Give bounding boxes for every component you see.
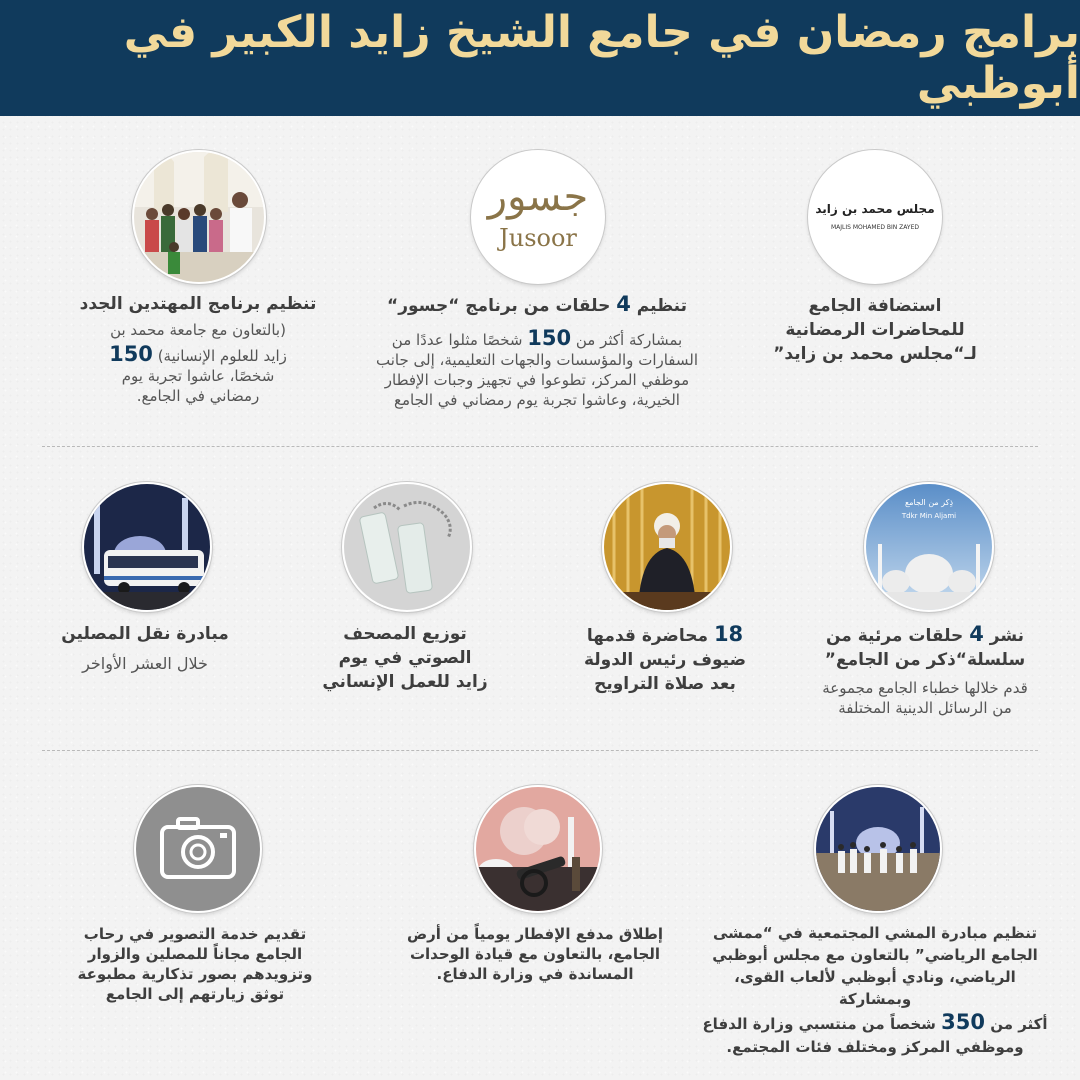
converts-body-line3: شخصًا، عاشوا تجربة يوم [121, 367, 275, 385]
cannon-caption [405, 924, 665, 984]
majlis-logo-circle [808, 150, 942, 284]
transport-caption [45, 622, 245, 674]
majlis-title-line2: للمحاضرات الرمضانية [785, 320, 965, 340]
photo-body-line1: تقديم خدمة التصوير في رحاب [83, 925, 307, 943]
jusoor-logo-text-ar: جسور [487, 174, 589, 220]
transport-photo [84, 484, 210, 610]
transport-photo-circle [82, 482, 212, 612]
jusoor-body-line4: الخيرية، وعاشوا تجربة يوم رمضاني في الجامع [394, 391, 680, 409]
jusoor-title-pre: تنظيم [630, 296, 687, 316]
walk-body-line2: الجامع الرياضي” بالتعاون مع مجلس أبوظبي [712, 946, 1038, 964]
page-title: برامج رمضان في جامع الشيخ زايد الكبير في أبوظبي [123, 7, 1080, 109]
divider-1 [42, 446, 1038, 447]
photo-service-circle [134, 785, 262, 913]
lectures-photo-circle [602, 482, 732, 612]
jusoor-body-post: شخصًا مثلوا عددًا من [391, 331, 528, 349]
lectures-title-num: 18 [713, 622, 744, 646]
walk-body-pre: أكثر من [984, 1015, 1048, 1033]
mushaf-photo-circle [342, 482, 472, 612]
lectures-title-line2: ضيوف رئيس الدولة [583, 650, 747, 670]
majlis-title-line3: لـ“مجلس محمد بن زايد” [773, 344, 977, 364]
converts-photo [134, 152, 264, 282]
converts-body-text: زايد للعلوم الإنسانية) [152, 347, 287, 365]
lectures-title-line1 [555, 622, 775, 648]
dhikr-body-line2: من الرسائل الدينية المختلفة [838, 699, 1012, 717]
converts-caption [70, 292, 326, 406]
converts-body-line2 [70, 344, 326, 366]
jusoor-body-line1 [352, 328, 722, 350]
walk-body-line1: تنظيم مبادرة المشي المجتمعية في “ممشى [712, 924, 1037, 942]
cannon-photo-circle [474, 785, 602, 913]
jusoor-body-num: 150 [527, 326, 572, 350]
walk-photo-circle [814, 785, 942, 913]
mushaf-title-line1: توزيع المصحف [343, 624, 467, 644]
transport-body: خلال العشر الأواخر [82, 654, 208, 673]
dhikr-body-line1: قدم خلالها خطباء الجامع مجموعة [822, 679, 1028, 697]
camera-icon [136, 787, 260, 911]
mushaf-caption [300, 622, 510, 694]
dhikr-photo-circle [864, 482, 994, 612]
walk-body-line4 [700, 1010, 1050, 1036]
dhikr-title-line1 [800, 622, 1050, 648]
cannon-body-line2: الجامع، بالتعاون مع قيادة الوحدات [409, 945, 661, 963]
converts-body-num: 150 [109, 342, 153, 366]
converts-title: تنظيم برنامج المهتدين الجدد [79, 294, 317, 314]
dhikr-caption [800, 622, 1050, 718]
dhikr-title-pre: نشر [983, 626, 1025, 646]
jusoor-title-post: حلقات من برنامج “جسور“ [387, 296, 617, 316]
dhikr-title-post: حلقات مرئية من [825, 626, 970, 646]
majlis-caption [760, 294, 990, 366]
converts-photo-circle [132, 150, 266, 284]
jusoor-body-line3: موظفي المركز، تطوعوا في تجهيز وجبات الإفطار [384, 371, 690, 389]
divider-2 [42, 750, 1038, 751]
converts-body-line4: رمضاني في الجامع. [136, 387, 260, 405]
dhikr-overlay-ar: ذِكر من الجامع [904, 498, 954, 507]
dhikr-title-line2: سلسلة“ذكر من الجامع” [824, 650, 1026, 670]
walk-caption [700, 922, 1050, 1058]
lectures-caption [555, 622, 775, 696]
header-banner [0, 0, 1080, 116]
jusoor-logo-text-en: Jusoor [499, 224, 577, 252]
photo-body-line2: الجامع مجاناً للمصلين والزوار [87, 945, 303, 963]
lectures-title-line3: بعد صلاة التراويح [594, 674, 736, 694]
majlis-title-line1: استضافة الجامع [808, 296, 942, 316]
jusoor-title-num: 4 [616, 292, 631, 316]
majlis-logo-text-ar: مجلس محمد بن زايد [815, 202, 935, 216]
cannon-body-line3: المساندة في وزارة الدفاع. [436, 965, 634, 983]
walk-body-num: 350 [941, 1010, 985, 1034]
photo-body-line4: توثق زيارتهم إلى الجامع [105, 985, 285, 1003]
mushaf-photo [344, 484, 470, 610]
dhikr-title-num: 4 [969, 622, 984, 646]
photo-body-line3: وتزويدهم بصور تذكارية مطبوعة [77, 965, 313, 983]
lectures-title-post: محاضرة قدمها [586, 626, 714, 646]
converts-body-line1: (بالتعاون مع جامعة محمد بن [110, 321, 286, 339]
jusoor-body-pre: بمشاركة أكثر من [571, 331, 683, 349]
majlis-logo-text-en: MAJLIS MOHAMED BIN ZAYED [831, 224, 919, 231]
mushaf-title-line3: زايد للعمل الإنساني [322, 672, 488, 692]
jusoor-logo-circle [471, 150, 605, 284]
cannon-photo [476, 787, 600, 911]
dhikr-overlay-en: Tdkr Min Aljami [901, 512, 957, 520]
walk-body-line3: الرياضي، ونادي أبوظبي لألعاب القوى، وبمشاركة [734, 968, 1016, 1008]
mushaf-title-line2: الصوتي في يوم [338, 648, 472, 668]
walk-photo [816, 787, 940, 911]
walk-body-line5: وموظفي المركز ومختلف فئات المجتمع. [726, 1038, 1024, 1056]
cannon-body-line1: إطلاق مدفع الإفطار يومياً من أرض [406, 925, 664, 943]
photo-service-caption [70, 924, 320, 1004]
transport-title: مبادرة نقل المصلين [61, 624, 229, 644]
walk-body-post: شخصاً من منتسبي وزارة الدفاع [702, 1015, 942, 1033]
lectures-photo [604, 484, 730, 610]
jusoor-body-line2: السفارات والمؤسسات والجهات التعليمية، إلى جانب [375, 351, 699, 369]
jusoor-title [352, 292, 722, 318]
jusoor-caption [352, 292, 722, 410]
